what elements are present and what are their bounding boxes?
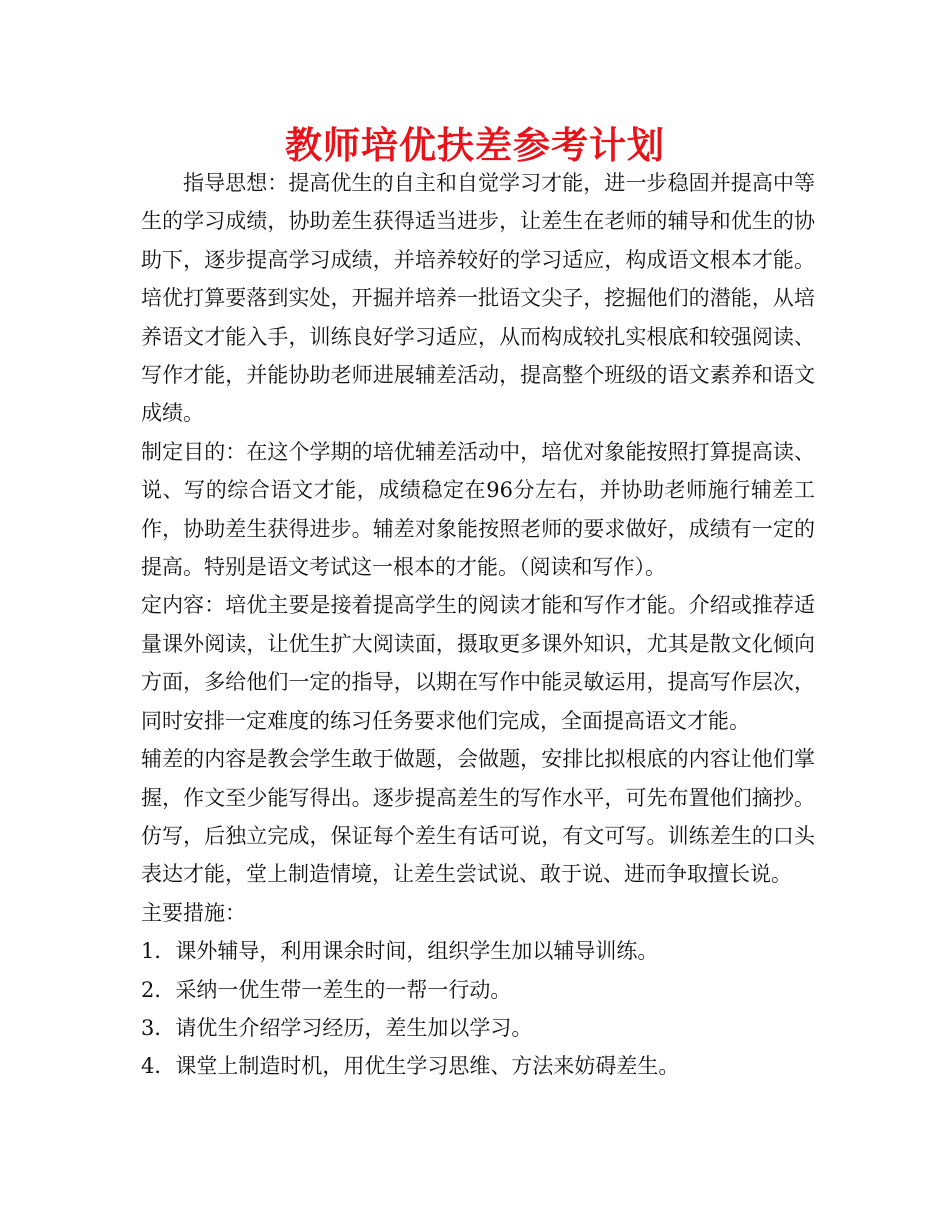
measure-item: 1．课外辅导，利用课余时间，组织学生加以辅导训练。 [141,939,659,964]
measure-item: 2．采纳一优生带一差生的一帮一行动。 [141,977,512,1002]
document-title: 教师培优扶差参考计划 [285,124,665,167]
paragraph-measures-heading: 主要措施： [141,900,246,925]
measure-item: 3．请优生介绍学习经历，差生加以学习。 [141,1015,533,1040]
measure-item: 4．课堂上制造时机，用优生学习思维、方法来妨碍差生。 [141,1054,680,1079]
document-body [141,164,815,1086]
paragraph-objectives: 制定目的：在这个学期的培优辅差活动中，培优对象能按照打算提高读、说、写的综合语文才能，成绩稳定在96分左右，并协助老师施行辅差工作，协助差生获得进步。辅差对象能按照老师的要求做好，成绩有一定的提高。特别是语文考试这一根本的才能。（阅读和写作）。 [141,439,815,580]
paragraph-guiding-ideology: 指导思想：提高优生的自主和自觉学习才能，进一步稳固并提高中等生的学习成绩，协助差生获得适当进步，让差生在老师的辅导和优生的协助下，逐步提高学习成绩，并培养较好的学习适应，构成语文根本才能。培优打算要落到实处，开掘并培养一批语文尖子，挖掘他们的潜能，从培养语文才能入手，训练良好学习适应，从而构成较扎实根底和较强阅读、写作才能，并能协助老师进展辅差活动，提高整个班级的语文素养和语文成绩。 [141,171,815,426]
paragraph-remedial-content: 辅差的内容是教会学生敢于做题，会做题，安排比拟根底的内容让他们掌握，作文至少能写得出。逐步提高差生的写作水平，可先布置他们摘抄。仿写，后独立完成，保证每个差生有话可说，有文可写。训练差生的口头表达才能，堂上制造情境，让差生尝试说、敢于说、进而争取擅长说。 [141,747,815,887]
paragraph-content: 定内容：培优主要是接着提高学生的阅读才能和写作才能。介绍或推荐适量课外阅读，让优生扩大阅读面，摄取更多课外知识，尤其是散文化倾向方面，多给他们一定的指导，以期在写作中能灵敏运用，提高写作层次，同时安排一定难度的练习任务要求他们完成，全面提高语文才能。 [141,593,815,733]
